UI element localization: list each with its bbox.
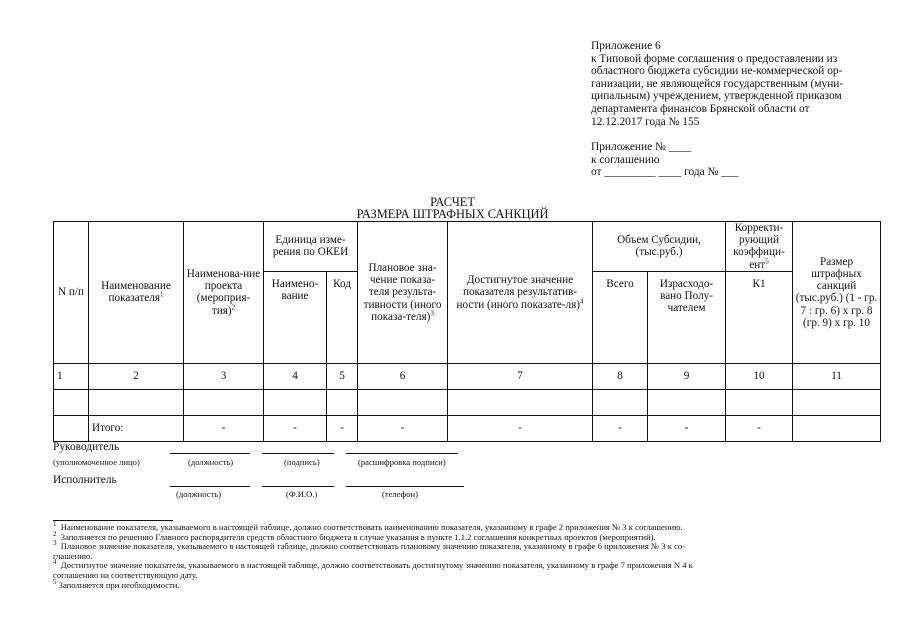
header-actual: Достигнутое значение показателя результатив-ности (иного показате-ля)$^4$: [448, 222, 593, 364]
total-dash: -: [358, 415, 448, 441]
executor-position-line[interactable]: [170, 486, 250, 487]
footnote-2: $^2$ Заполняется по решению Главного распорядителя средств областного бюджета в случае указания в пункте 1.1.2 соглашения конкретных проектов (мероприятий).: [53, 529, 656, 542]
head-label: Руководитель: [53, 441, 120, 453]
table-cell: [54, 415, 89, 441]
column-number: 3: [184, 363, 264, 389]
column-number: 6: [358, 363, 448, 389]
total-dash: -: [726, 415, 793, 441]
document-subtitle: РАЗМЕРА ШТРАФНЫХ САНКЦИЙ: [356, 207, 549, 221]
column-number: 1: [54, 363, 89, 389]
total-dash: -: [448, 415, 593, 441]
table-cell[interactable]: [793, 389, 881, 415]
total-row: [54, 415, 881, 441]
agreement-annex-ref: к соглашению: [591, 153, 660, 166]
column-number: 7: [448, 363, 593, 389]
annex-header: [591, 40, 891, 128]
footnote-3: $^3$ Плановое значение показателя, указываемого в настоящей таблице, должно соответствовать плановому значению показателя, указанному в графе 6 приложения № 3 к со-: [53, 539, 686, 552]
annex-line: Приложение 6: [591, 40, 661, 52]
annex-line: областного бюджета субсидии не-коммерческой ор-: [591, 65, 843, 78]
footnote-separator: [53, 520, 173, 521]
footnote-1: $^1$ Наименование показателя, указываемого в настоящей таблице, должно соответствовать наименованию показателя, указанному в графе 2 приложения № 3 к соглашению.: [53, 520, 683, 532]
annex-line: к Типовой форме соглашения о предоставлении из: [591, 52, 838, 65]
header-name: Наименование показателя$^1$: [89, 222, 184, 364]
head-decoding-caption: (расшифровка подписи): [358, 457, 446, 467]
total-dash: -: [264, 415, 327, 441]
total-label: Итого:: [89, 415, 184, 441]
document-title: РАСЧЕТ: [430, 195, 475, 209]
column-number: 8: [593, 363, 648, 389]
executor-label: Исполнитель: [53, 474, 117, 486]
header-plan: Плановое зна-чение показа-теля результа-тивности (иного показа-теля)$^3$: [358, 222, 448, 364]
column-number: 2: [89, 363, 184, 389]
table-cell[interactable]: [593, 389, 648, 415]
annex-line: ципальным) учреждением, утвержденной приказом: [591, 90, 842, 103]
footnote-3-cont: глашению.: [53, 550, 93, 561]
head-position-caption: (должность): [188, 457, 234, 467]
total-dash: -: [593, 415, 648, 441]
table-cell: [793, 415, 881, 441]
head-signature-line[interactable]: [262, 453, 334, 454]
executor-position-caption: (должность): [176, 489, 222, 499]
column-number: 10: [726, 363, 793, 389]
header-subsidy-total: Всего: [593, 271, 648, 363]
annex-line: департамента финансов Брянской области от: [591, 102, 810, 115]
executor-phone-line[interactable]: [346, 486, 464, 487]
header-unit-code: Код: [327, 271, 358, 363]
head-sublabel: (уполномоченное лицо): [53, 457, 140, 467]
total-dash: -: [327, 415, 358, 441]
table-cell[interactable]: [184, 389, 264, 415]
agreement-annex-date: от _________ ____ года № ___: [591, 166, 739, 179]
header-unit-name: Наимено-вание: [264, 271, 327, 363]
header-penalty: Размер штрафных санкций (тыс.руб.) (1 - гр. 7 : гр. 6) х гр. 8 (гр. 9) х гр. 10: [793, 222, 881, 364]
head-position-line[interactable]: [170, 453, 250, 454]
footnote-4: $^4$ Достигнутое значение показателя, указываемого в настоящей таблице, должно соответствовать достигнутому значению показателя, указанному в графе 7 приложения N 4 к: [53, 558, 693, 571]
total-dash: -: [184, 415, 264, 441]
head-decoding-line[interactable]: [346, 453, 458, 454]
agreement-annex-block: [591, 141, 738, 179]
table-cell[interactable]: [448, 389, 593, 415]
column-number: 5: [327, 363, 358, 389]
header-k1: К1: [726, 271, 793, 363]
column-number: 4: [264, 363, 327, 389]
header-subsidy: Объем Субсидии, (тыс.руб.): [593, 222, 726, 272]
footnote-5: $^5$ Заполняется при необходимости.: [53, 577, 180, 590]
head-signature-caption: (подпись): [284, 457, 320, 467]
header-subsidy-spent: Израсходо-вано Полу-чателем: [648, 271, 726, 363]
table-cell[interactable]: [358, 389, 448, 415]
header-coef: Корректи-рующий коэффици-ент$^5$: [726, 222, 793, 272]
column-number: 9: [648, 363, 726, 389]
table-cell[interactable]: [648, 389, 726, 415]
footnotes: [53, 520, 891, 590]
header-num: N п/п: [54, 222, 89, 364]
header-row: [54, 222, 881, 272]
executor-phone-caption: (телефон): [382, 489, 418, 499]
table-cell[interactable]: [54, 389, 89, 415]
annex-line: ганизации, не являющейся государственным (муни-: [591, 77, 844, 90]
executor-fio-caption: (Ф.И.О.): [286, 489, 318, 499]
table-cell[interactable]: [327, 389, 358, 415]
annex-line: 12.12.2017 года № 155: [591, 115, 700, 128]
executor-fio-line[interactable]: [262, 486, 334, 487]
table-cell[interactable]: [264, 389, 327, 415]
agreement-annex-number: Приложение № ____: [591, 141, 692, 153]
header-unit: Единица изме-рения по ОКЕИ: [264, 222, 358, 272]
table-cell[interactable]: [726, 389, 793, 415]
header-project: Наименова-ние проекта (мероприя-тия)$^2$: [184, 222, 264, 364]
total-dash: -: [648, 415, 726, 441]
column-number: 11: [793, 363, 881, 389]
table-row: [54, 389, 881, 415]
footnote-4-cont: соглашению на соответствующую дату.: [53, 569, 198, 580]
table-cell[interactable]: [89, 389, 184, 415]
column-number-row: [54, 363, 881, 389]
penalty-table: [53, 221, 881, 442]
